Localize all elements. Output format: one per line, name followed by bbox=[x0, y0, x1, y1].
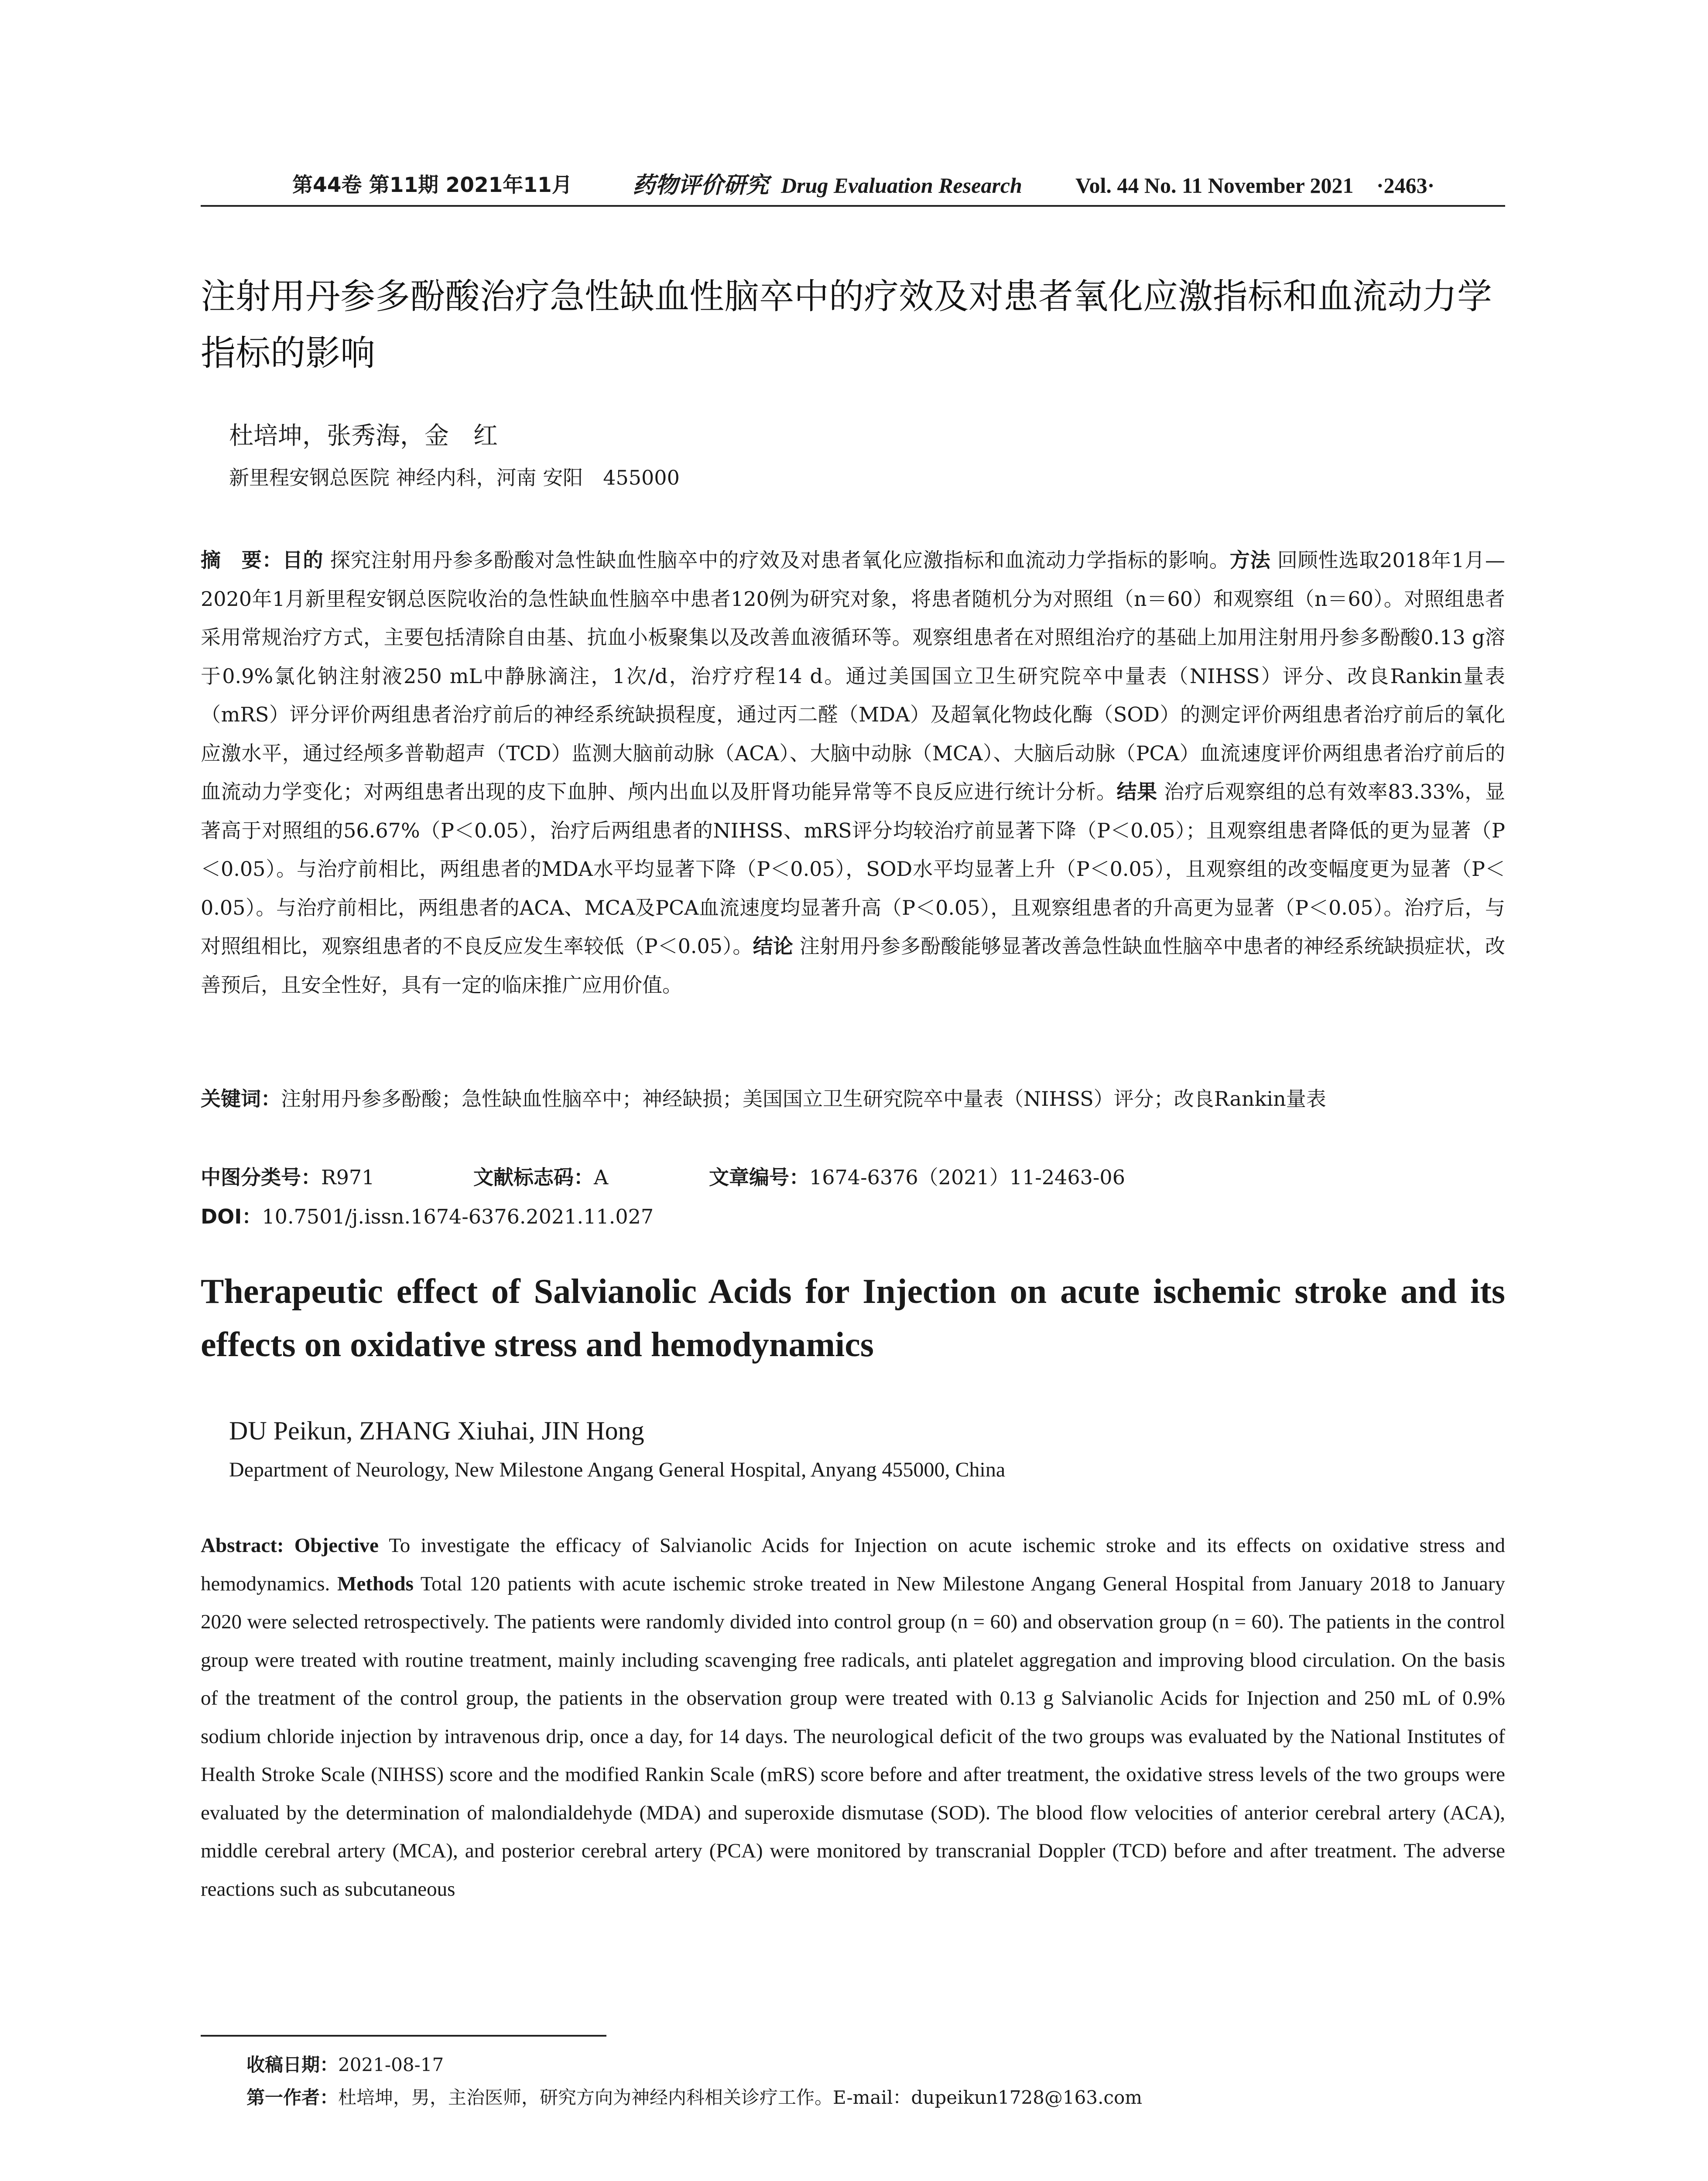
first-author-label: 第一作者： bbox=[246, 2087, 339, 2108]
keywords bbox=[201, 1080, 1505, 1118]
methods-label-cn: 方法 bbox=[1229, 548, 1271, 572]
methods-label-en: Methods bbox=[337, 1572, 414, 1595]
objective-label-cn: 目的 bbox=[282, 548, 324, 572]
doi-row bbox=[201, 1197, 1509, 1236]
received-date: 2021-08-17 bbox=[338, 2054, 444, 2075]
journal-logo: 药物评价研究 bbox=[633, 172, 769, 198]
header-journal-en: Drug Evaluation Research bbox=[781, 173, 1022, 198]
abstract-en bbox=[201, 1527, 1505, 1908]
footnote-first-author bbox=[246, 2083, 1142, 2113]
doc-code-label: 文献标志码： bbox=[473, 1166, 594, 1189]
keywords-text: 注射用丹参多酚酸；急性缺血性脑卒中；神经缺损；美国国立卫生研究院卒中量表（NIHSS）评分；改良Rankin量表 bbox=[281, 1087, 1326, 1111]
header-divider bbox=[201, 205, 1505, 207]
header-page-number: ·2463· bbox=[1376, 173, 1435, 198]
first-author-info: 杜培坤，男，主治医师，研究方向为神经内科相关诊疗工作。E-mail：dupeikun1728@163.com bbox=[338, 2087, 1143, 2108]
article-number-label: 文章编号： bbox=[709, 1166, 809, 1189]
conclusion-label-cn: 结论 bbox=[753, 934, 794, 958]
abstract-en-label: Abstract: bbox=[201, 1534, 284, 1557]
article-number: 1674-6376（2021）11-2463-06 bbox=[809, 1166, 1125, 1189]
objective-en: To investigate the efficacy of Salvianolic Acids for Injection on acute ischemic stroke and its effects on oxidative stress and hemodynamics. bbox=[201, 1534, 1506, 1595]
clc-label: 中图分类号： bbox=[201, 1166, 321, 1189]
affiliation-en: Department of Neurology, New Milestone Angang General Hospital, Anyang 455000, China bbox=[229, 1458, 1006, 1481]
methods-en: Total 120 patients with acute ischemic stroke treated in New Milestone Angang General Hospital from January 2018 to January 2020 were selected retrospectively. The patients were randomly divided into control group (n = 60) and observation group (n = 60). The patients in the control group were treated with routine treatment, mainly including scavenging free radicals, anti platelet aggregation and improving blood circulation. On the basis of the treatment of the control group, the patients in the observation group were treated with 0.13 g Salvianolic Acids for Injection and 250 mL of 0.9% sodium chloride injection by intravenous drip, once a day, for 14 days. The neurological deficit of the two groups was evaluated by the National Institutes of Health Stroke Scale (NIHSS) score and the modified Rankin Scale (mRS) score before and after treatment, the oxidative stress levels of the two groups were evaluated by the determination of malondialdehyde (MDA) and superoxide dismutase (SOD). The blood flow velocities of anterior cerebral artery (ACA), middle cerebral artery (MCA), and posterior cerebral artery (PCA) were monitored by transcranial Doppler (TCD) before and after treatment. The adverse reactions such as subcutaneous bbox=[201, 1572, 1505, 1901]
article-title-cn: 注射用丹参多酚酸治疗急性缺血性脑卒中的疗效及对患者氧化应激指标和血流动力学指标的影响 bbox=[201, 276, 1492, 373]
abstract-cn-label: 摘 要： bbox=[201, 548, 283, 572]
results-label-cn: 结果 bbox=[1116, 780, 1157, 803]
doi-value: 10.7501/j.issn.1674-6376.2021.11.027 bbox=[262, 1205, 654, 1228]
affiliation-cn: 新里程安钢总医院 神经内科，河南 安阳 455000 bbox=[229, 466, 680, 489]
abstract-cn bbox=[201, 541, 1505, 1004]
authors-cn: 杜培坤，张秀海，金 红 bbox=[229, 422, 498, 450]
objective-cn: 探究注射用丹参多酚酸对急性缺血性脑卒中的疗效及对患者氧化应激指标和血流动力学指标的影响。 bbox=[330, 548, 1230, 572]
results-cn: 治疗后观察组的总有效率83.33%，显著高于对照组的56.67%（P＜0.05），治疗后两组患者的NIHSS、mRS评分均较治疗前显著下降（P＜0.05）；且观察组患者降低的更为显著（P＜0.05）。与治疗前相比，两组患者的MDA水平均显著下降（P＜0.05），SOD水平均显著上升（P＜0.05），且观察组的改变幅度更为显著（P＜0.05）。与治疗前相比，两组患者的ACA、MCA及PCA血流速度均显著升高（P＜0.05），且观察组患者的升高更为显著（P＜0.05）。治疗后，与对照组相比，观察组患者的不良反应发生率较低（P＜0.05）。 bbox=[201, 780, 1506, 958]
received-label: 收稿日期： bbox=[246, 2054, 339, 2075]
footnote-divider bbox=[201, 2035, 606, 2037]
article-title-en: Therapeutic effect of Salvianolic Acids for Injection on acute ischemic stroke and its effects on oxidative stress and hemodynamics bbox=[201, 1272, 1505, 1364]
header-volume: Vol. 44 No. 11 November 2021 bbox=[1075, 173, 1354, 198]
clc-code: R971 bbox=[321, 1166, 375, 1189]
doi-label: DOI： bbox=[201, 1205, 262, 1228]
methods-cn: 回顾性选取2018年1月—2020年1月新里程安钢总医院收治的急性缺血性脑卒中患者120例为研究对象，将患者随机分为对照组（n＝60）和观察组（n＝60）。对照组患者采用常规治疗方式，主要包括清除自由基、抗血小板聚集以及改善血液循环等。观察组患者在对照组治疗的基础上加用注射用丹参多酚酸0.13 g溶于0.9%氯化钠注射液250 mL中静脉滴注，1次/d，治疗疗程14 d。通过美国国立卫生研究院卒中量表（NIHSS）评分、改良Rankin量表（mRS）评分评价两组患者治疗前后的神经系统缺损程度，通过丙二醛（MDA）及超氧化物歧化酶（SOD）的测定评价两组患者治疗前后的氧化应激水平，通过经颅多普勒超声（TCD）监测大脑前动脉（ACA）、大脑中动脉（MCA）、大脑后动脉（PCA）血流速度评价两组患者治疗前后的血流动力学变化；对两组患者出现的皮下血肿、颅内出血以及肝肾功能异常等不良反应进行统计分析。 bbox=[201, 548, 1506, 803]
running-header bbox=[201, 170, 1509, 205]
authors-en: DU Peikun, ZHANG Xiuhai, JIN Hong bbox=[229, 1416, 644, 1445]
footnote-received bbox=[246, 2050, 444, 2080]
conclusion-cn: 注射用丹参多酚酸能够显著改善急性缺血性脑卒中患者的神经系统缺损症状，改善预后，且安全性好，具有一定的临床推广应用价值。 bbox=[201, 934, 1506, 997]
objective-label-en: Objective bbox=[294, 1534, 379, 1557]
keywords-label: 关键词： bbox=[201, 1087, 281, 1111]
header-issue-cn: 第44卷 第11期 2021年11月 bbox=[292, 173, 572, 197]
doc-code: A bbox=[594, 1166, 609, 1189]
